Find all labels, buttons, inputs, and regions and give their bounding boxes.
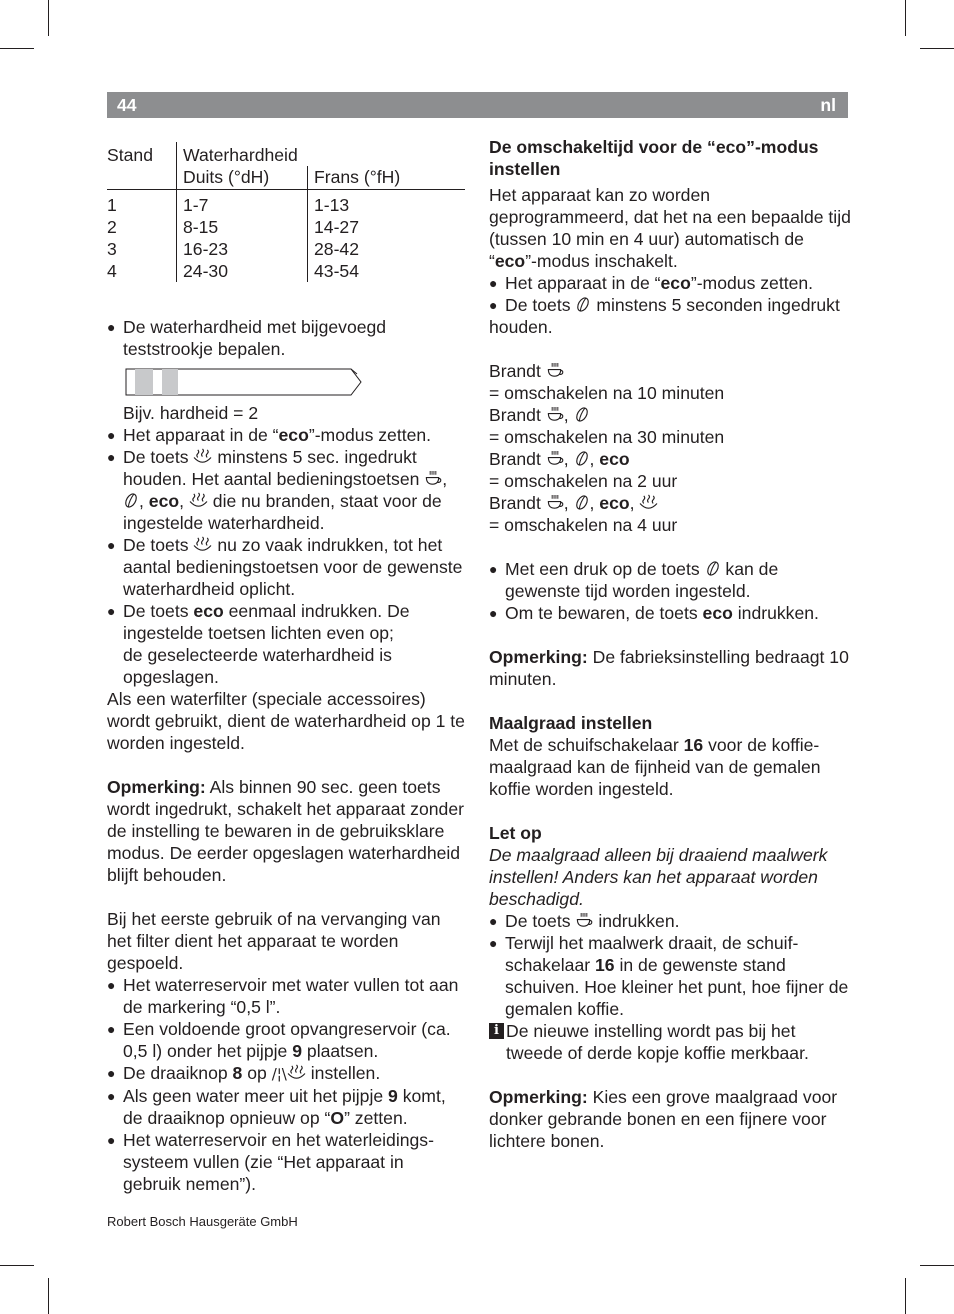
section-heading: De omschakeltijd voor de “eco”-modus instellen [489,137,819,179]
coffee-bean-icon [705,560,721,577]
steam-icon [287,1064,306,1081]
brandt-line: Brandt [489,360,851,382]
table-cell: 3 [107,239,117,259]
brandt-result: = omschakelen na 4 uur [489,515,678,535]
table-cell: 2 [107,217,117,237]
right-column [489,136,851,1152]
table-subheader-dh: Duits (°dH) [183,167,270,187]
table-cell: 8-15 [183,217,219,237]
coffee-bean-icon [575,296,591,313]
table-header-hardness: Waterhardheid [183,145,298,165]
brandt-line: Brandt , [489,404,851,426]
list-item: ● Het waterreservoir met water vullen tot aan de markering “0,5 l”. [107,974,465,1018]
list-item: ● Het apparaat in de “eco”-modus zetten. [489,272,851,294]
paragraph: Als een waterfilter (speciale accessoires) wordt gebruikt, dient de waterhardheid op 1 te worden ingesteld. [107,689,465,753]
caution-heading: Let op [489,823,542,843]
example-text: Bijv. hardheid = 2 [123,403,259,423]
caution-text: De maalgraad alleen bij draaiend maalwerk instellen! Anders kan het apparaat worden beschadigd. [489,845,828,909]
coffee-cup-icon [575,912,593,929]
table-cell: 1-13 [314,195,350,215]
section-heading: Maalgraad instellen [489,713,653,733]
brandt-line: Brandt , , eco, [489,492,851,514]
steam-icon [193,448,212,465]
coffee-bean-icon [574,494,590,511]
paragraph: Met de schuifschakelaar 16 voor de koffiemaalgraad kan de fijnheid van de gemalen koffie worden ingesteld. [489,735,821,799]
table-cell: 1 [107,195,117,215]
list-item: ● De waterhardheid met bijgevoegd teststrookje bepalen. [107,316,465,360]
coffee-bean-icon [574,450,590,467]
coffee-cup-icon [546,406,564,423]
list-item: ● De toets nu zo vaak indrukken, tot het aantal bedieningstoetsen voor de gewenste waterhardheid oplicht. [107,534,465,600]
table-cell: 43-54 [314,261,359,281]
paragraph: Het apparaat kan zo worden geprogrammeerd, dat het na een bepaalde tijd (tussen 10 min en 4 uur) automatisch de “eco”-modus inschakelt. [489,185,851,271]
table-cell: 4 [107,261,117,281]
table-cell: 14-27 [314,217,359,237]
crop-mark [905,1278,906,1314]
language-code: nl [820,95,836,115]
crop-mark [0,48,34,49]
list-item: ● De toets eco eenmaal indrukken. De ingestelde toetsen lichten even op; de geselecteerde waterhardheid is opgeslagen. [107,600,465,688]
coffee-cup-icon [546,494,564,511]
steam-icon [193,536,212,553]
note: Opmerking: De fabrieksinstelling bedraagt 10 minuten. [489,647,849,689]
list-item: ● De toets minstens 5 seconden ingedrukt houden. [489,294,851,338]
note: Opmerking: Kies een grove maalgraad voor donker gebrande bonen en een fijnere voor lichtere bonen. [489,1087,838,1151]
list-item: ● Terwijl het maalwerk draait, de schuifschakelaar 16 in de gewenste stand schuiven. Hoe kleiner het punt, hoe fijner de gemalen koffie. [489,932,851,1020]
list-item: ● Met een druk op de toets kan de gewenste tijd worden ingesteld. [489,558,851,602]
list-item: ● Een voldoende groot opvangreservoir (ca. 0,5 l) onder het pijpje 9 plaatsen. [107,1018,465,1062]
table-cell: 16-23 [183,239,228,259]
list-item: ● De toets indrukken. [489,910,851,932]
water-hardness-table [107,136,465,286]
table-header-stand: Stand [107,145,153,165]
left-column [107,136,465,1195]
coffee-cup-icon [546,450,564,467]
crop-mark [920,1265,954,1266]
coffee-bean-icon [123,492,139,509]
crop-mark [48,0,49,36]
steam-icon [189,492,208,509]
page-header [107,92,848,118]
coffee-bean-icon [574,406,590,423]
steam-icon [639,494,658,511]
list-item: ● Het waterreservoir en het waterleidingssysteem vullen (zie “Het apparaat in gebruik nemen”). [107,1129,465,1195]
table-cell: 28-42 [314,239,359,259]
list-item: ● De draaiknop 8 op /¦\ instellen. [107,1062,465,1085]
coffee-cup-icon [546,362,564,379]
page-number: 44 [117,95,137,115]
brandt-line: Brandt , , eco [489,449,630,469]
crop-mark [905,0,906,36]
coffee-cup-icon [424,470,442,487]
crop-mark [920,48,954,49]
page-footer: Robert Bosch Hausgeräte GmbH [107,1214,298,1229]
steam-position-icon: /¦\ [271,1065,287,1083]
brandt-result: = omschakelen na 2 uur [489,471,678,491]
list-item: ● Als geen water meer uit het pijpje 9 komt, de draaiknop opnieuw op “O” zetten. [107,1085,465,1129]
crop-mark [0,1265,34,1266]
info-item: i De nieuwe instelling wordt pas bij het tweede of derde kopje koffie merkbaar. [489,1020,851,1064]
test-strip-illustration [125,368,365,396]
list-item: ● Om te bewaren, de toets eco indrukken. [489,602,851,624]
list-item: ● Het apparaat in de “eco”-modus zetten. [107,424,465,446]
table-cell: 24-30 [183,261,228,281]
brandt-result: = omschakelen na 10 minuten [489,383,725,403]
table-subheader-fh: Frans (°fH) [314,167,401,187]
list-item: ● De toets minstens 5 sec. ingedrukt houden. Het aantal bedieningstoetsen , , eco, die nu branden, staat voor de ingestelde waterhardheid. [107,446,465,534]
table-cell: 1-7 [183,195,209,215]
note: Opmerking: Als binnen 90 sec. geen toets wordt ingedrukt, schakelt het apparaat zonder de instelling te bewaren in de gebruiksklare modus. De eerder opgeslagen waterhardheid blijft behouden. [107,777,464,885]
crop-mark [48,1278,49,1314]
paragraph: Bij het eerste gebruik of na vervanging van het filter dient het apparaat te worden gespoeld. [107,909,441,973]
info-icon: i [489,1023,504,1039]
brandt-result: = omschakelen na 30 minuten [489,427,725,447]
